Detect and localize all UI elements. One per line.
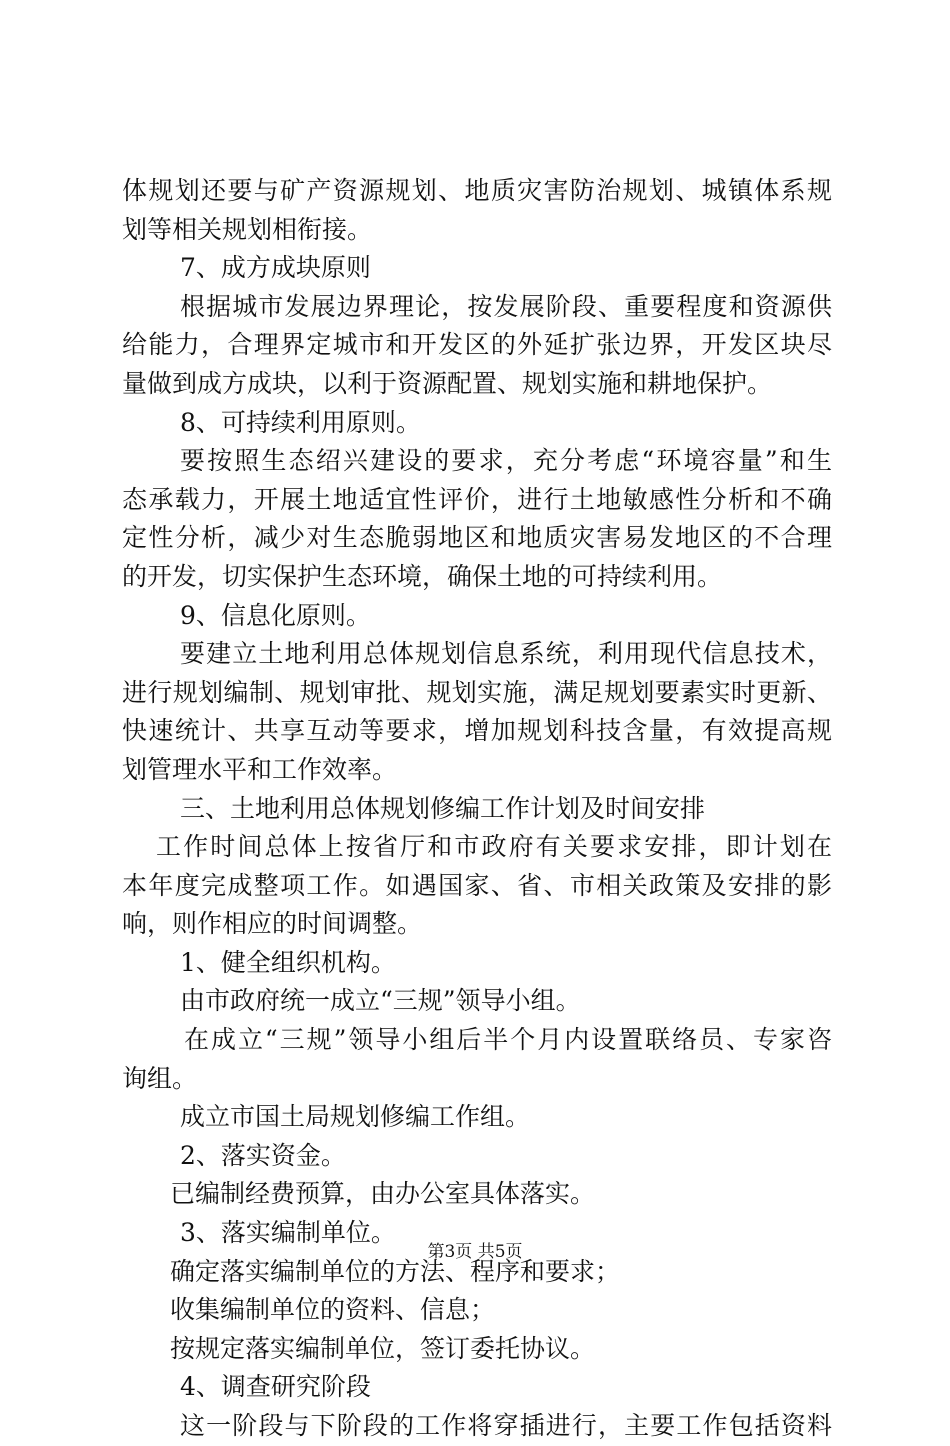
text-line: 的开发，切实保护生态环境，确保土地的可持续利用。 [122,561,723,591]
text-line: 收集编制单位的资料、信息； [170,1295,496,1325]
text-line: 这一阶段与下阶段的工作将穿插进行，主要工作包括资料 [180,1411,832,1440]
text-line: 响，则作相应的时间调整。 [122,909,423,939]
text-line: 在成立“三规”领导小组后半个月内设置联络员、专家咨 [184,1025,832,1055]
section-heading: 8、可持续利用原则。 [180,407,421,437]
text-line: 根据城市发展边界理论，按发展阶段、重要程度和资源供 [180,291,832,321]
text-line: 工作时间总体上按省厅和市政府有关要求安排，即计划在 [156,832,832,862]
text-line: 划管理水平和工作效率。 [122,754,398,784]
section-heading: 9、信息化原则。 [180,600,371,630]
text-line: 体规划还要与矿产资源规划、地质灾害防治规划、城镇体系规 [122,176,832,205]
text-line: 给能力，合理界定城市和开发区的外延扩张边界，开发区块尽 [122,330,832,360]
text-line: 定性分析，减少对生态脆弱地区和地质灾害易发地区的不合理 [122,523,832,553]
section-heading: 7、成方成块原则 [180,253,371,283]
chapter-heading: 三、土地利用总体规划修编工作计划及时间安排 [180,793,706,823]
text-line: 已编制经费预算，由办公室具体落实。 [170,1179,596,1209]
text-line: 进行规划编制、规划审批、规划实施，满足规划要素实时更新、 [122,677,832,707]
text-line: 按规定落实编制单位，签订委托协议。 [170,1333,596,1363]
text-line: 要按照生态绍兴建设的要求，充分考虑“环境容量”和生 [180,446,832,476]
text-line: 态承载力，开展土地适宜性评价，进行土地敏感性分析和不确 [122,484,832,514]
section-heading: 2、落实资金。 [180,1140,346,1170]
section-heading: 1、健全组织机构。 [180,947,396,977]
text-line: 快速统计、共享互动等要求，增加规划科技含量，有效提高规 [122,716,832,746]
text-line: 确定落实编制单位的方法、程序和要求； [170,1256,621,1286]
section-heading: 3、落实编制单位。 [180,1218,396,1248]
text-line: 询组。 [122,1063,198,1093]
text-line: 本年度完成整项工作。如遇国家、省、市相关政策及安排的影 [122,870,832,900]
text-line: 要建立土地利用总体规划信息系统，利用现代信息技术， [180,639,832,669]
text-line: 成立市国土局规划修编工作组。 [180,1102,531,1132]
text-line: 由市政府统一成立“三规”领导小组。 [180,986,581,1016]
section-heading: 4、调查研究阶段 [180,1372,371,1402]
text-line: 量做到成方成块，以利于资源配置、规划实施和耕地保护。 [122,368,773,398]
page-footer: 第3页 共5页 [427,1242,523,1262]
text-line: 划等相关规划相衔接。 [122,214,373,244]
